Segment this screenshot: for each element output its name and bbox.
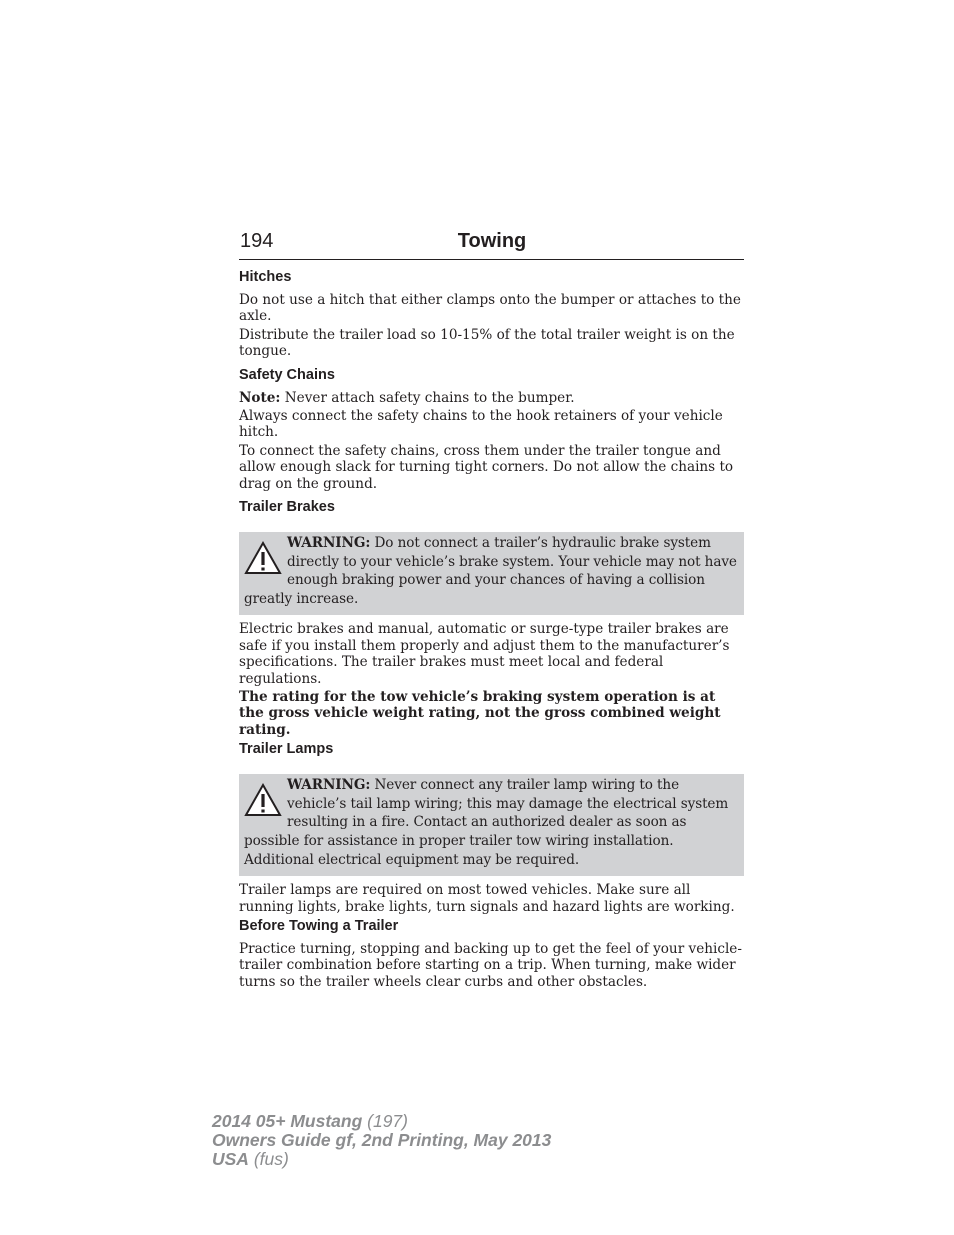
warning-label: WARNING: <box>287 535 371 552</box>
safety-chains-paragraph-2: To connect the safety chains, cross them under the trailer tongue and allow enough slack for turning tight corners. Do not allow the chains to drag on the ground. <box>239 442 734 492</box>
before-towing-heading: Before Towing a Trailer <box>239 918 399 935</box>
hitches-paragraph-1: Do not use a hitch that either clamps onto the bumper or attaches to the axle. <box>239 292 741 325</box>
page-title: Towing <box>457 230 527 252</box>
safety-chains-note <box>239 390 744 406</box>
trailer-lamps-paragraph-1: Trailer lamps are required on most towed vehicles. Make sure all running lights, brake lights, turn signals and hazard lights are working. <box>239 882 735 915</box>
footer-line-2: Owners Guide gf, 2nd Printing, May 2013 <box>212 1130 552 1150</box>
trailer-lamps-heading: Trailer Lamps <box>239 741 334 758</box>
trailer-lamps-warning-box <box>239 774 744 876</box>
footer-market: USA <box>212 1149 249 1169</box>
footer-market-code: (fus) <box>248 1149 289 1169</box>
warning-text: Never connect any trailer lamp wiring to the vehicle’s tail lamp wiring; this may damage the electrical system resulting in a fire. Contact an authorized dealer as soon as possible for assistance in proper trailer tow wiring installation. Additional electrical equipment may be required. <box>244 777 729 868</box>
note-label: Note: <box>239 389 281 406</box>
warning-text: Do not connect a trailer’s hydraulic brake system directly to your vehicle’s brake system. Your vehicle may not have enough braking power and your chances of having a collision greatly increase. <box>244 535 737 607</box>
trailer-brakes-rating-note: The rating for the tow vehicle’s braking system operation is at the gross vehicle weight rating, not the gross combined weight rating. <box>239 689 721 738</box>
main-content <box>239 268 744 990</box>
note-text: Never attach safety chains to the bumper. <box>280 389 575 406</box>
footer-page-code: (197) <box>362 1111 408 1131</box>
before-towing-paragraph-1: Practice turning, stopping and backing up to get the feel of your vehicle-trailer combination before starting on a trip. When turning, make wider turns so the trailer wheels clear curbs and other obstacles. <box>239 941 742 990</box>
page-footer <box>212 1112 551 1169</box>
trailer-brakes-heading: Trailer Brakes <box>239 499 335 516</box>
safety-chains-paragraph-1: Always connect the safety chains to the hook retainers of your vehicle hitch. <box>239 408 723 441</box>
page-number: 194 <box>240 230 274 252</box>
footer-line-1 <box>212 1112 551 1131</box>
footer-line-3 <box>212 1150 551 1169</box>
safety-chains-heading: Safety Chains <box>239 366 335 383</box>
footer-model: 2014 05+ Mustang <box>212 1111 363 1131</box>
warning-triangle-icon <box>244 539 282 577</box>
warning-triangle-icon <box>244 781 282 819</box>
trailer-brakes-paragraph-1: Electric brakes and manual, automatic or surge-type trailer brakes are safe if you install them properly and adjust them to the manufacturer’s specifications. The trailer brakes must meet local and federal regulations. <box>239 621 730 687</box>
hitches-heading: Hitches <box>239 269 292 285</box>
warning-label: WARNING: <box>287 777 371 794</box>
trailer-brakes-warning-box <box>239 532 744 615</box>
header-rule <box>239 259 744 260</box>
hitches-paragraph-2: Distribute the trailer load so 10-15% of the total trailer weight is on the tongue. <box>239 326 735 360</box>
